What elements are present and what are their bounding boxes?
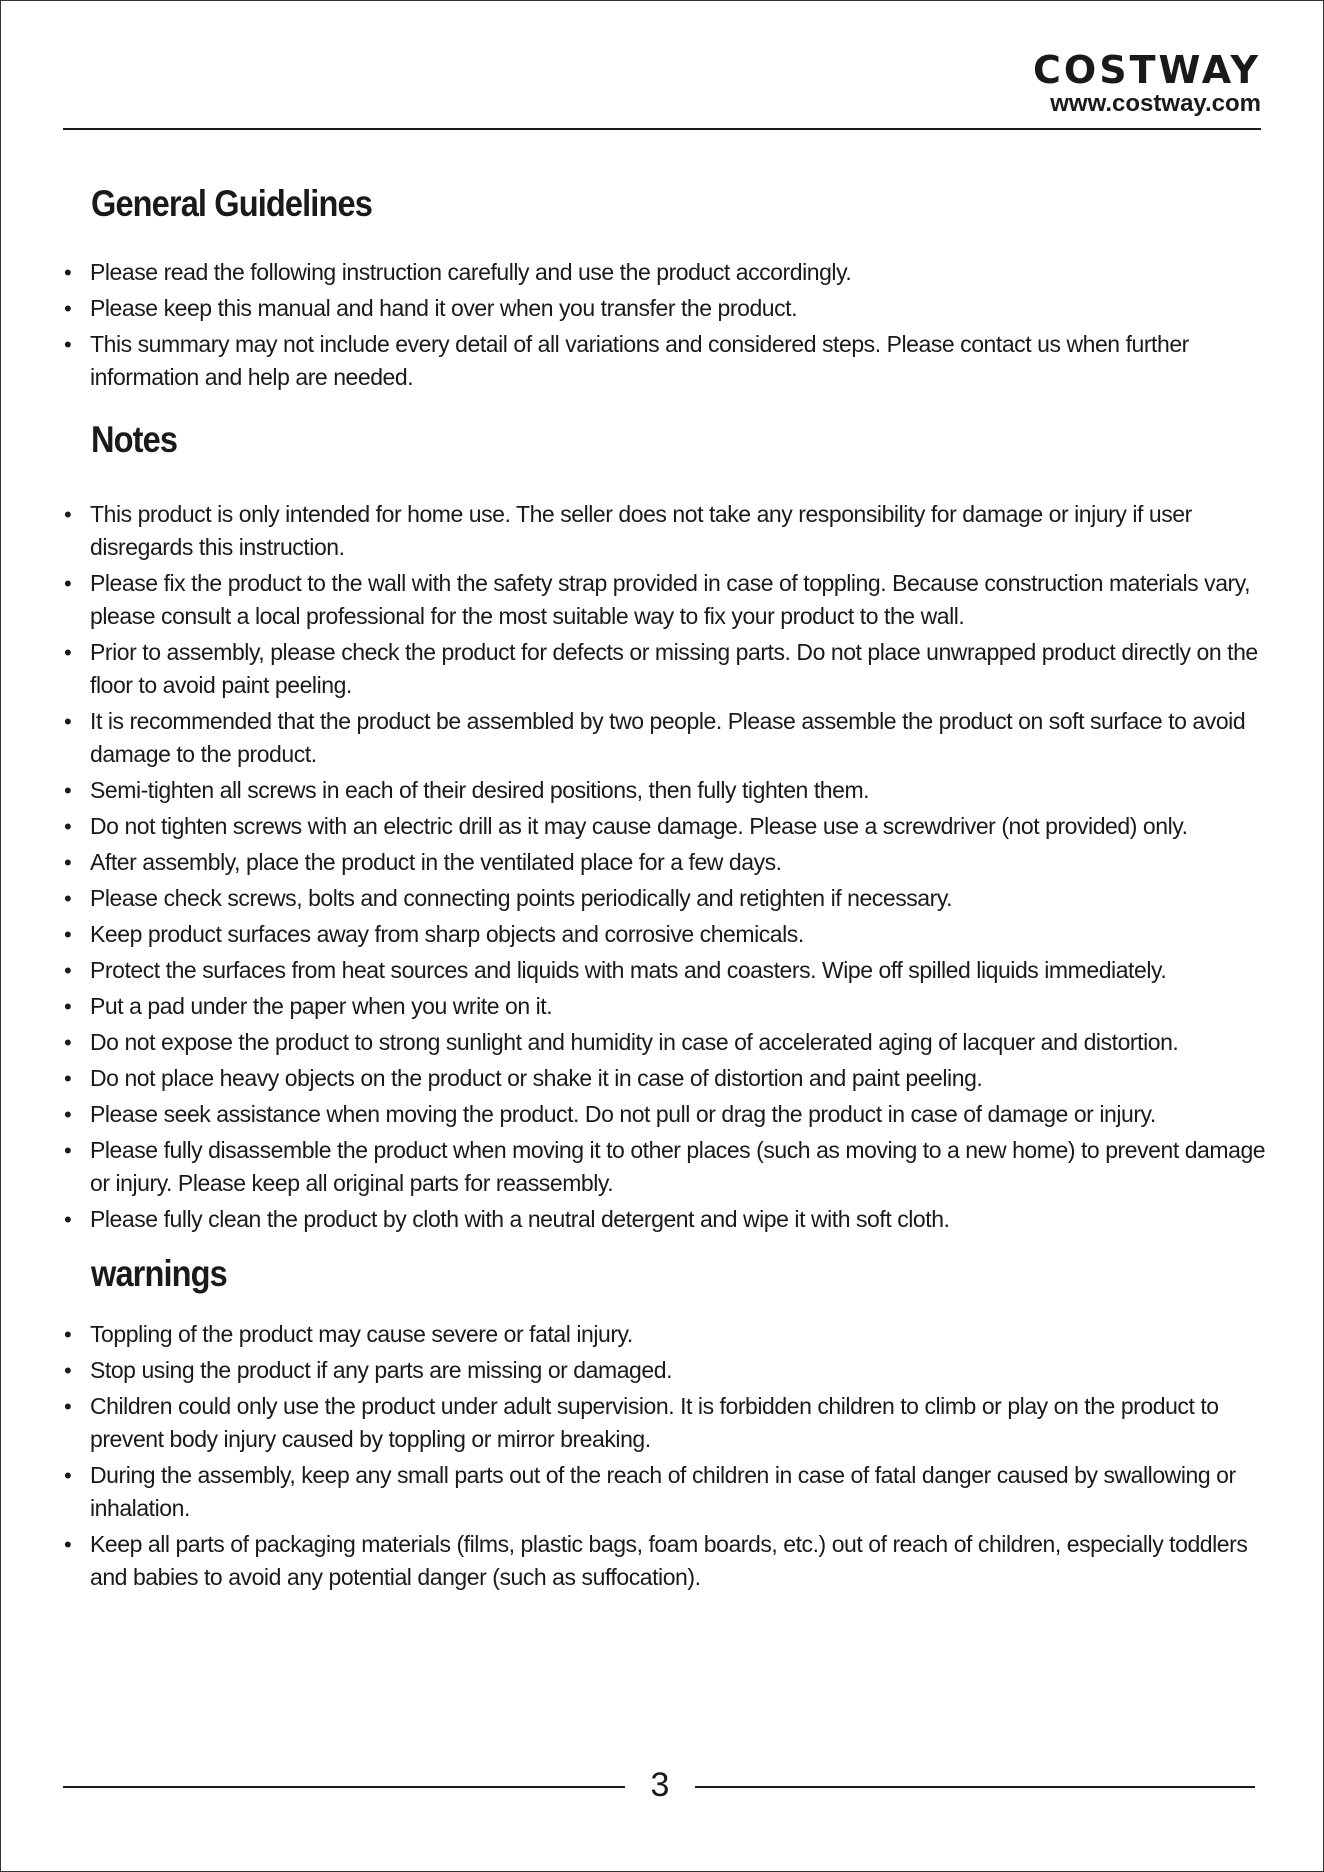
list-item-text: Please read the following instruction carefully and use the product accordingly. — [90, 259, 852, 285]
list-item — [63, 498, 1275, 564]
list-item-text: Semi-tighten all screws in each of their desired positions, then fully tighten them. — [90, 777, 870, 803]
bullet-icon: • — [64, 778, 72, 803]
bullet-icon: • — [64, 1066, 72, 1091]
list-item-text: Toppling of the product may cause severe or fatal injury. — [90, 1321, 633, 1347]
list-item-text: After assembly, place the product in the ventilated place for a few days. — [90, 849, 782, 875]
bullet-icon: • — [64, 1207, 72, 1232]
bullet-icon: • — [64, 922, 72, 947]
bullet-icon: • — [64, 332, 72, 357]
footer-divider-left — [63, 1786, 625, 1788]
brand-header — [1033, 50, 1261, 117]
brand-url: www.costway.com — [1050, 90, 1261, 117]
warnings-list — [63, 1318, 1263, 1594]
list-item-text: Prior to assembly, please check the product for defects or missing parts. Do not place unwrapped product directly on the floor to avoid paint peeling. — [90, 639, 1258, 698]
page-number: 3 — [650, 1766, 670, 1804]
bullet-icon: • — [64, 502, 72, 527]
list-item-text: Protect the surfaces from heat sources and liquids with mats and coasters. Wipe off spilled liquids immediately. — [90, 957, 1167, 983]
document-body — [63, 182, 1266, 1597]
list-item — [63, 1459, 1275, 1525]
bullet-icon: • — [64, 1138, 72, 1163]
brand-logo: COSTWAY — [1033, 48, 1261, 92]
list-item-text: Please seek assistance when moving the product. Do not pull or drag the product in case of damage or injury. — [90, 1101, 1156, 1127]
list-item-text: Please keep this manual and hand it over when you transfer the product. — [90, 295, 798, 321]
list-item — [63, 1062, 1275, 1095]
list-item-text: Stop using the product if any parts are missing or damaged. — [90, 1357, 673, 1383]
list-item-text: Please fix the product to the wall with the safety strap provided in case of toppling. Because construction materials vary, please consult a local professional for the most suitable way to fix your product to the wall. — [90, 570, 1251, 629]
bullet-icon: • — [64, 571, 72, 596]
notes-list — [63, 498, 1266, 1236]
list-item — [63, 954, 1275, 987]
list-item-text: Please fully disassemble the product when moving it to other places (such as moving to a new home) to prevent damage or injury. Please keep all original parts for reassembly. — [90, 1137, 1266, 1196]
bullet-icon: • — [64, 1358, 72, 1383]
list-item-text: Put a pad under the paper when you write on it. — [90, 993, 553, 1019]
list-item-text: During the assembly, keep any small parts out of the reach of children in case of fatal danger caused by swallowing or inhalation. — [90, 1462, 1236, 1521]
footer-divider-right — [695, 1786, 1255, 1788]
list-item — [63, 292, 1275, 325]
list-item — [63, 810, 1275, 843]
list-item — [63, 1203, 1275, 1236]
list-item — [63, 1318, 1275, 1351]
list-item — [63, 636, 1275, 702]
list-item-text: This summary may not include every detail of all variations and considered steps. Please contact us when further information and help are needed. — [90, 331, 1189, 390]
bullet-icon: • — [64, 1532, 72, 1557]
list-item — [63, 846, 1275, 879]
list-item — [63, 1026, 1275, 1059]
section-title-warnings: warnings — [91, 1253, 227, 1294]
list-item — [63, 328, 1275, 394]
bullet-icon: • — [64, 1463, 72, 1488]
bullet-icon: • — [64, 850, 72, 875]
list-item — [63, 1354, 1275, 1387]
bullet-icon: • — [64, 296, 72, 321]
list-item-text: Do not expose the product to strong sunlight and humidity in case of accelerated aging of lacquer and distortion. — [90, 1029, 1179, 1055]
list-item-text: Please fully clean the product by cloth with a neutral detergent and wipe it with soft cloth. — [90, 1206, 950, 1232]
bullet-icon: • — [64, 1030, 72, 1055]
bullet-icon: • — [64, 994, 72, 1019]
section-title-notes: Notes — [91, 419, 178, 460]
list-item-text: Children could only use the product under adult supervision. It is forbidden children to climb or play on the product to prevent body injury caused by toppling or mirror breaking. — [90, 1393, 1219, 1452]
list-item — [63, 918, 1275, 951]
list-item — [63, 1134, 1275, 1200]
list-item — [63, 705, 1275, 771]
list-item-text: Please check screws, bolts and connecting points periodically and retighten if necessary. — [90, 885, 953, 911]
list-item-text: Do not tighten screws with an electric drill as it may cause damage. Please use a screwdriver (not provided) only. — [90, 813, 1188, 839]
list-item — [63, 256, 1275, 289]
list-item-text: This product is only intended for home use. The seller does not take any responsibility for damage or injury if user disregards this instruction. — [90, 501, 1192, 560]
section-title-general-guidelines: General Guidelines — [91, 183, 372, 224]
bullet-icon: • — [64, 1394, 72, 1419]
general-guidelines-list — [63, 256, 1263, 394]
list-item — [63, 990, 1275, 1023]
list-item — [63, 774, 1275, 807]
list-item-text: It is recommended that the product be assembled by two people. Please assemble the product on soft surface to avoid damage to the product. — [90, 708, 1246, 767]
list-item — [63, 1390, 1275, 1456]
bullet-icon: • — [64, 814, 72, 839]
bullet-icon: • — [64, 260, 72, 285]
header-divider — [63, 128, 1261, 130]
bullet-icon: • — [64, 1102, 72, 1127]
bullet-icon: • — [64, 709, 72, 734]
list-item-text: Keep product surfaces away from sharp objects and corrosive chemicals. — [90, 921, 804, 947]
bullet-icon: • — [64, 886, 72, 911]
page-footer — [63, 1760, 1255, 1812]
list-item-text: Keep all parts of packaging materials (films, plastic bags, foam boards, etc.) out of reach of children, especially toddlers and babies to avoid any potential danger (such as suffocation). — [90, 1531, 1248, 1590]
list-item — [63, 1098, 1275, 1131]
list-item — [63, 567, 1275, 633]
list-item — [63, 1528, 1275, 1594]
bullet-icon: • — [64, 958, 72, 983]
bullet-icon: • — [64, 640, 72, 665]
list-item-text: Do not place heavy objects on the product or shake it in case of distortion and paint peeling. — [90, 1065, 983, 1091]
list-item — [63, 882, 1275, 915]
bullet-icon: • — [64, 1322, 72, 1347]
